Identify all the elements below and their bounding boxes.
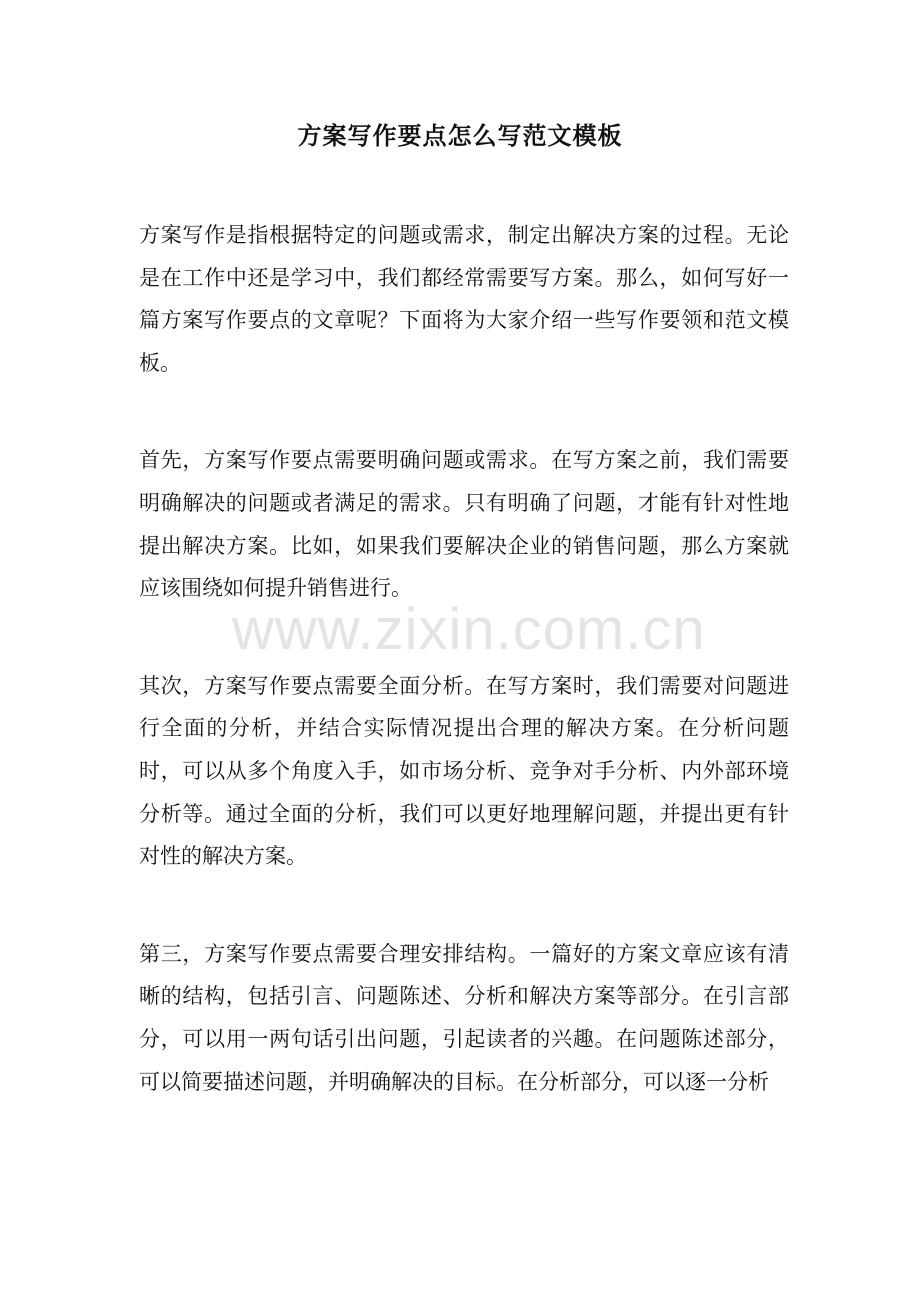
paragraph-third: 第三，方案写作要点需要合理安排结构。一篇好的方案文章应该有清晰的结构，包括引言、问题陈述、分析和解决方案等部分。在引言部分，可以用一两句话引出问题，引起读者的兴趣。在问题陈述部分，可以简要描述问题，并明确解决的目标。在分析部分，可以逐一分析	[139, 941, 789, 1094]
document-body	[139, 214, 789, 1158]
document-title: 方案写作要点怎么写范文模板	[297, 121, 623, 150]
paragraph-second: 其次，方案写作要点需要全面分析。在写方案时，我们需要对问题进行全面的分析，并结合实际情况提出合理的解决方案。在分析问题时，可以从多个角度入手，如市场分析、竞争对手分析、内外部环境分析等。通过全面的分析，我们可以更好地理解问题，并提出更有针对性的解决方案。	[139, 673, 789, 869]
watermark: www.zixin.com.cn	[232, 597, 706, 662]
paragraph-first: 首先，方案写作要点需要明确问题或需求。在写方案之前，我们需要明确解决的问题或者满足的需求。只有明确了问题，才能有针对性地提出解决方案。比如，如果我们要解决企业的销售问题，那么方案就应该围绕如何提升销售进行。	[139, 448, 789, 601]
paragraph-intro: 方案写作是指根据特定的问题或需求，制定出解决方案的过程。无论是在工作中还是学习中，我们都经常需要写方案。那么，如何写好一篇方案写作要点的文章呢？下面将为大家介绍一些写作要领和范文模板。	[139, 223, 789, 375]
